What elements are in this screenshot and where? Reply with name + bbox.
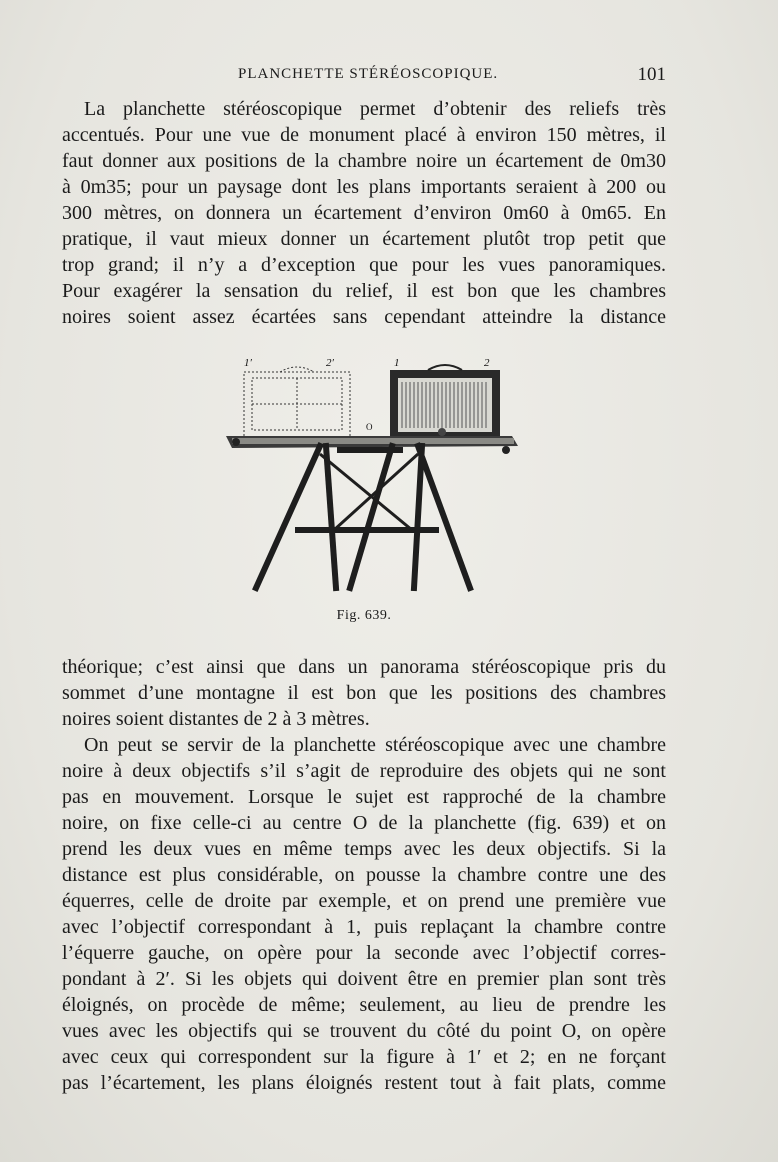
text-line: 300 mètres, on donnera un écartement d’environ 0m60 à 0m65. En [62,202,666,224]
text-line: prend les deux vues en même temps avec les deux objectifs. Si la [62,838,666,860]
text-line: pratique, il vaut mieux donner un écartement plutôt trop petit que [62,228,666,250]
stereo-board-illustration [222,354,518,594]
dotted-camera-outline [244,367,350,438]
text-line: noire, on fixe celle-ci au centre O de la planchette (fig. 639) et on [62,812,666,834]
figure-639-stereoscopic-board [222,354,518,594]
label-2-prime: 2′ [326,357,334,369]
text-line: Pour exagérer la sensation du relief, il est bon que les chambres [62,280,666,302]
paragraph-2 [62,654,666,732]
text-line: équerres, celle de droite par exemple, et on prend une première vue [62,890,666,912]
text-line: sommet d’une montagne il est bon que les positions des chambres [62,682,666,704]
running-head [62,64,666,88]
text-line: trop grand; il n’y a d’exception que pour les vues panoramiques. [62,254,666,276]
running-title: PLANCHETTE STÉRÉOSCOPIQUE. [238,66,499,82]
paragraph-3 [62,732,666,1096]
text-line: avec ceux qui correspondent sur la figure à 1′ et 2; en ne forçant [62,1046,666,1068]
text-line: accentués. Pour une vue de monument placé à environ 150 mètres, il [62,124,666,146]
text-line: pondant à 2′. Si les objets qui doivent être en premier plan sont très [62,968,666,990]
label-1: 1 [394,357,400,369]
page-number: 101 [637,64,666,85]
label-1-prime: 1′ [244,357,252,369]
text-line: pas l’écartement, les plans éloignés restent tout à fait plats, comme [62,1072,666,1094]
label-2: 2 [484,357,490,369]
text-line: vues avec les objectifs qui se trouvent du côté du point O, on opère [62,1020,666,1042]
figure-caption: Fig. 639. [336,608,392,623]
paragraph-1 [62,96,666,330]
text-line: noires soient assez écartées sans cependant atteindre la distance [62,306,666,328]
text-line: éloignés, on procède de même; seulement, au lieu de prendre les [62,994,666,1016]
label-center-o: O [366,422,373,432]
text-line: avec l’objectif correspondant à 1, puis replaçant la chambre contre [62,916,666,938]
text-line: distance est plus considérable, on pousse la chambre contre une des [62,864,666,886]
text-line: On peut se servir de la planchette stéréoscopique avec une chambre [84,734,666,756]
camera-body [390,365,500,440]
text-line: noires soient distantes de 2 à 3 mètres. [62,708,370,730]
text-line: pas en mouvement. Lorsque le sujet est rapproché de la chambre [62,786,666,808]
tripod-legs [256,446,470,588]
text-line: l’équerre gauche, on opère pour la seconde avec l’objectif corres- [62,942,666,964]
text-line: à 0m35; pour un paysage dont les plans importants seraient à 200 ou [62,176,666,198]
text-line: faut donner aux positions de la chambre noire un écartement de 0m30 [62,150,666,172]
text-line: théorique; c’est ainsi que dans un panorama stéréoscopique pris du [62,656,666,678]
text-line: noire à deux objectifs s’il s’agit de reproduire des objets qui ne sont [62,760,666,782]
text-line: La planchette stéréoscopique permet d’obtenir des reliefs très [84,98,666,120]
